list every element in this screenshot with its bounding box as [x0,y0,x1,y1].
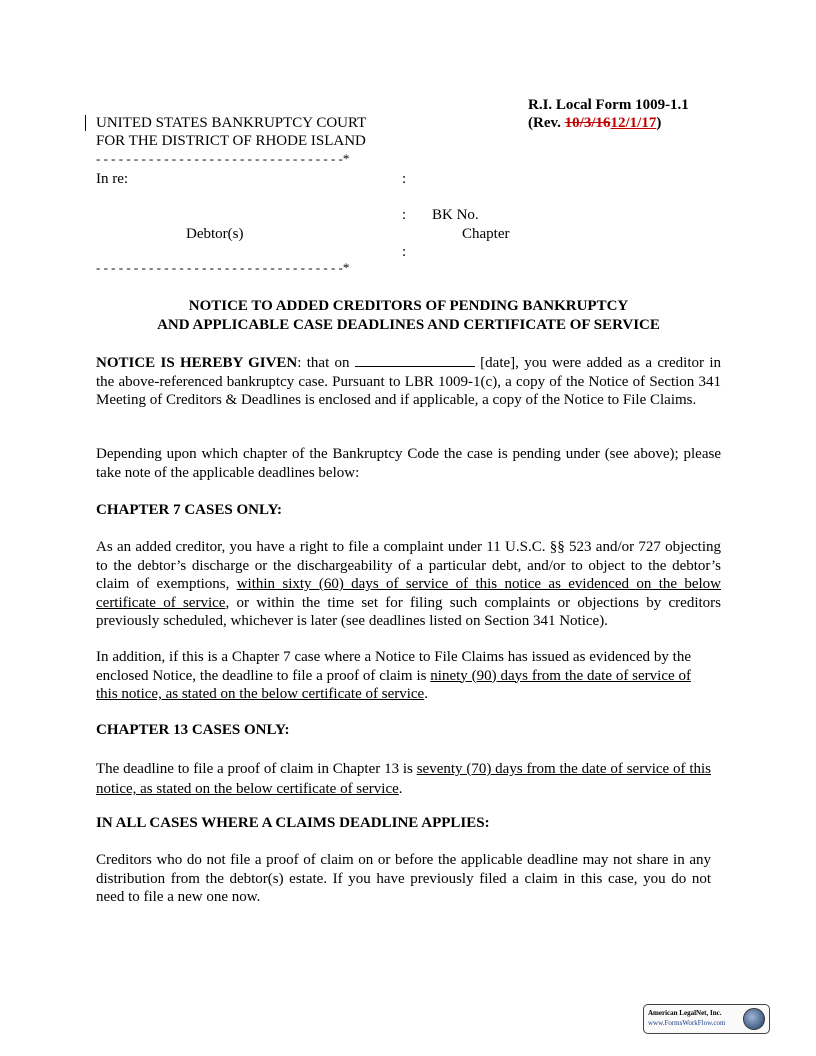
debtors-label: Debtor(s) [186,226,244,242]
form-number: R.I. Local Form 1009-1.1 [528,97,689,113]
notice-paragraph [96,353,721,410]
chapter-13-deadline: seventy (70) days from the date of service of this notice, as stated on the below certificate of service [96,761,711,797]
caption-top-rule: - - - - - - - - - - - - - - - - - - - - - - - - - - - - - - - - -* [96,151,350,166]
court-name: UNITED STATES BANKRUPTCY COURT [96,115,367,131]
notice-text-start: : that on [297,355,355,371]
revision-bar [85,115,86,131]
chapter-7-deadline: within sixty (60) days of service of this notice as evidenced on the below certificate of service [96,576,721,611]
depending-text: Depending upon which chapter of the Bankruptcy Code the case is pending under (see above); please take note of the applicable deadlines below: [96,446,721,481]
chapter-label: Chapter [462,226,510,242]
logo-company-name: American LegalNet, Inc. [648,1009,722,1017]
chapter-13-heading: CHAPTER 13 CASES ONLY: [96,722,290,738]
notice-title-line-1: NOTICE TO ADDED CREDITORS OF PENDING BANKRUPTCY [188,298,629,314]
chapter-7-text: As an added creditor, you have a right to file a complaint under 11 U.S.C. §§ 523 and/or 727 objecting to the debtor’s discharge or the dischargeability of a particular debt, and/or to object to the debtor’s claim of exemptions, [96,539,721,592]
chapter-13-text: The deadline to file a proof of claim in Chapter 13 is [96,761,417,777]
revision-old-date: 10/3/16 [564,115,611,131]
notice-text-rest: [date], you were added as a creditor in the above-referenced bankruptcy case. Pursuant to LBR 1009-1(c), a copy of the Notice of Section 341 Meeting of Creditors & Deadlines is enclosed and if applicable, a copy of the Notice to File Claims. [96,355,721,408]
notice-title-line-2: AND APPLICABLE CASE DEADLINES AND CERTIFICATE OF SERVICE [157,317,660,333]
chapter-7-claims-end: . [424,686,428,702]
chapter-7-claims-text: In addition, if this is a Chapter 7 case where a Notice to File Claims has issued as evidenced by the enclosed Notice, the deadline to file a proof of claim is [96,649,691,684]
all-cases-heading: IN ALL CASES WHERE A CLAIMS DEADLINE APPLIES: [96,815,490,831]
depending-paragraph [96,445,721,482]
chapter-7-heading: CHAPTER 7 CASES ONLY: [96,502,283,518]
chapter-13-paragraph [96,759,711,799]
logo-website: www.FormsWorkFlow.com [648,1019,726,1027]
caption-colon: : [402,171,407,187]
revision-prefix: (Rev. [528,115,565,131]
revision-new-date: 12/1/17 [610,115,657,131]
globe-icon [743,1008,765,1030]
bk-number-label: BK No. [432,207,479,223]
in-re-label: In re: [96,171,129,187]
court-district: FOR THE DISTRICT OF RHODE ISLAND [96,133,366,149]
caption-colon: : [402,244,407,260]
chapter-7-paragraph-1 [96,538,721,631]
americanlegalnet-logo [643,1004,770,1034]
all-cases-paragraph [96,851,711,907]
form-revision [528,114,661,132]
notice-lead: NOTICE IS HEREBY GIVEN [96,355,298,371]
all-cases-text: Creditors who do not file a proof of claim on or before the applicable deadline may not share in any distribution from the debtor(s) estate. If you have previously filed a claim in this case, you do not need to file a new one now. [96,852,711,905]
chapter-13-text-end: . [398,781,403,797]
revision-suffix: ) [656,115,662,131]
date-blank-field[interactable] [355,353,475,367]
chapter-7-claims-deadline: ninety (90) days from the date of service of this notice, as stated on the below certificate of service [96,667,691,702]
caption-colon: : [402,207,407,223]
chapter-7-text-end: , or within the time set for filing such complaints or objections by creditors previously scheduled, whichever is later (see deadlines listed on Section 341 Notice). [96,594,722,629]
chapter-7-paragraph-2 [96,648,691,704]
caption-bottom-rule: - - - - - - - - - - - - - - - - - - - - - - - - - - - - - - - - -* [96,260,350,275]
